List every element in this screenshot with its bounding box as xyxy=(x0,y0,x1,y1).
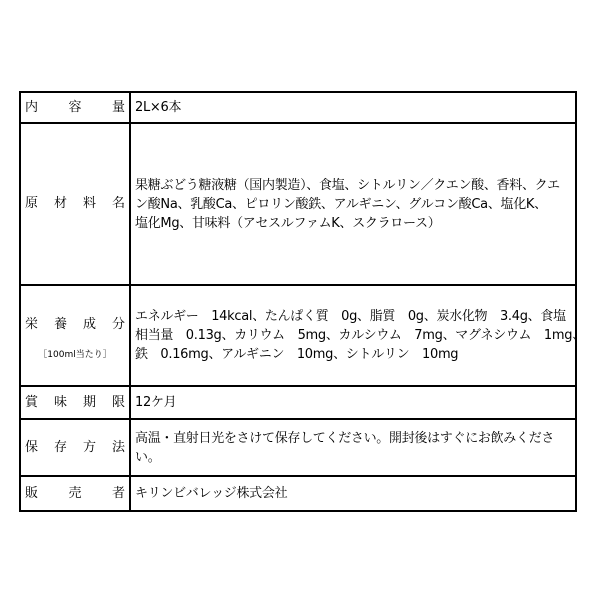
row-capacity xyxy=(20,92,576,123)
value-nutrition: エネルギー 14kcal、たんぱく質 0g、脂質 0g、炭水化物 3.4g、食塩 相当量 0.13g、カリウム 5mg、カルシウム 7mg、マグネシウム 1mg、 鉄 0.16mg、アルギニン 10mg、シトルリン 10mg xyxy=(130,285,576,386)
value-storage: 高温・直射日光をさけて保存してください。開封後はすぐにお飲みくださ い。 xyxy=(130,419,576,476)
nutrition-basis-note: ［100ml当たり］ xyxy=(38,349,112,360)
value-seller: キリンビバレッジ株式会社 xyxy=(130,476,576,511)
row-ingredients xyxy=(20,123,576,285)
value-shelf-life: 12ケ月 xyxy=(130,386,576,419)
label-shelf-life: 賞 味 期 限 xyxy=(20,386,130,419)
row-shelf-life xyxy=(20,386,576,419)
value-capacity: 2L×6本 xyxy=(130,92,576,123)
value-ingredients: 果糖ぶどう糖液糖（国内製造）、食塩、シトルリン／クエン酸、香料、クエ ン酸Na、乳酸Ca、ピロリン酸鉄、アルギニン、グルコン酸Ca、塩化K、 塩化Mg、甘味料（アセスルファムK、スクラロース） xyxy=(130,123,576,285)
label-seller: 販 売 者 xyxy=(20,476,130,511)
row-seller xyxy=(20,476,576,511)
product-info-table xyxy=(19,91,585,512)
row-nutrition xyxy=(20,285,576,386)
label-storage: 保 存 方 法 xyxy=(20,419,130,476)
label-capacity: 内 容 量 xyxy=(20,92,130,123)
label-ingredients: 原 材 料 名 xyxy=(20,123,130,285)
label-nutrition: 栄 養 成 分 ［100ml当たり］ xyxy=(20,285,130,386)
row-storage xyxy=(20,419,576,476)
